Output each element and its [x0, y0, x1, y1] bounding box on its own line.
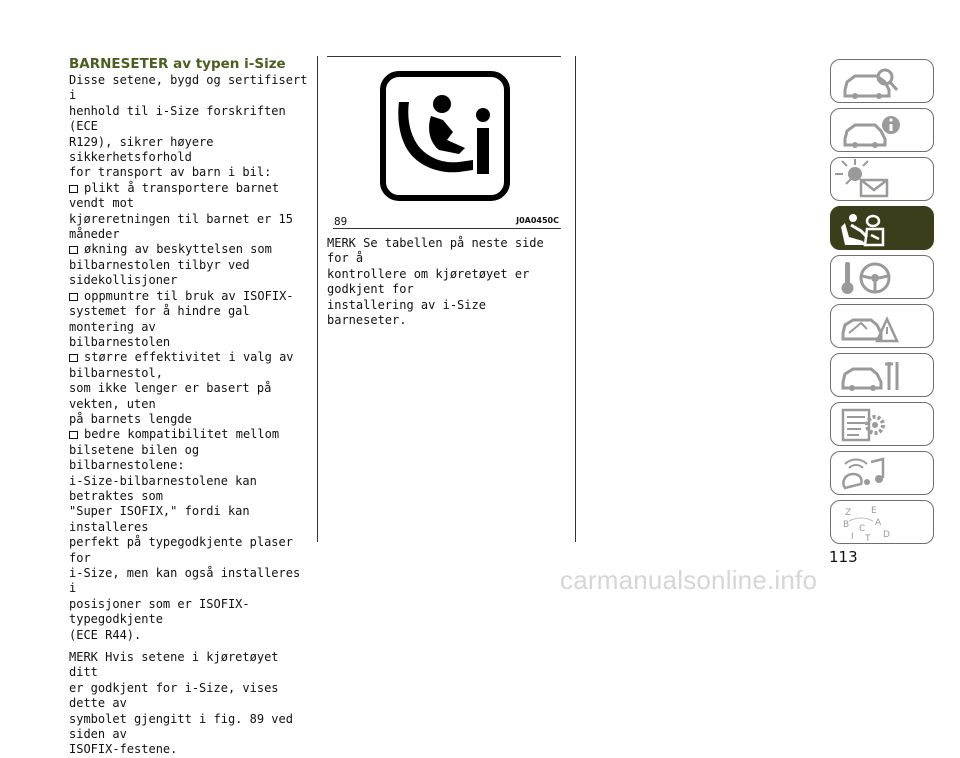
intro-line: R129), sikrer høyere sikkerhetsforhold: [69, 134, 214, 165]
index-letter: C: [859, 524, 866, 534]
tab-index[interactable]: [830, 500, 934, 544]
bullet-line: bilbarnestolen: [69, 334, 171, 349]
tab-warning-lights[interactable]: [830, 157, 934, 201]
index-letter: T: [865, 534, 871, 544]
note-line: installering av i-Size barneseter.: [327, 297, 486, 328]
page-number: 113: [829, 548, 858, 566]
bullet-line: systemet for å hindre gal montering av: [69, 304, 250, 334]
section-heading: BARNESETER av typen i-Size: [69, 56, 286, 72]
watermark: carmanualsonline.info: [560, 565, 818, 595]
paragraph-line: "Super ISOFIX," fordi kan installeres: [69, 504, 250, 534]
car-info-icon: [831, 109, 935, 153]
note-line: kontrollere om kjøretøyet er godkjent for: [327, 266, 530, 297]
tab-maintenance[interactable]: [830, 353, 934, 397]
note-line: er godkjent for i-Size, vises dette av: [69, 680, 279, 711]
note-line: symbolet gjengitt i fig. 89 ved siden av: [69, 711, 293, 742]
multimedia-icon: [831, 452, 935, 496]
tab-car-info[interactable]: [830, 108, 934, 152]
intro-line: henhold til i-Size forskriften (ECE: [69, 103, 286, 134]
checkbox-bullet-icon: [69, 185, 78, 193]
bullet-line: større effektivitet i valg av bilbarnestol,: [69, 350, 294, 380]
intro-paragraph: [69, 73, 309, 181]
after-bullets-paragraph: [69, 474, 309, 643]
index-letter: A: [875, 518, 882, 528]
column-divider: [317, 56, 318, 542]
key-steering-wheel-icon: [831, 256, 935, 300]
bullet-line: bedre kompatibilitet mellom: [84, 427, 280, 442]
note-line: MERK Se tabellen på neste side for å: [327, 236, 544, 266]
bullet-line: bilsetene bilen og bilbarnestolene:: [69, 442, 200, 473]
note-line: ISOFIX-festene.: [69, 742, 178, 757]
column-divider: [575, 56, 576, 542]
note-paragraph: [69, 650, 309, 758]
index-letter: D: [883, 530, 890, 540]
bullet-list: [69, 181, 309, 474]
intro-line: Disse setene, bygd og sertifisert i: [69, 73, 308, 103]
mid-note-paragraph: [327, 236, 561, 328]
checkbox-bullet-icon: [69, 293, 78, 301]
bullet-line: plikt å transportere barnet vendt mot: [69, 180, 280, 211]
paragraph-line: i-Size-bilbarnestolene kan betraktes som: [69, 473, 257, 503]
figure-code: J0A0450C: [516, 216, 559, 225]
bullet-line: bilbarnestolen tilbyr ved sidekollisjoner: [69, 257, 250, 288]
bullet-item: [69, 289, 309, 351]
checkbox-bullet-icon: [69, 354, 78, 362]
index-letter: E: [871, 506, 877, 516]
figure: [327, 56, 561, 231]
bullet-line: som ikke lenger er basert på vekten, uten: [69, 381, 272, 411]
bullet-line: økning av beskyttelsen som: [84, 242, 272, 257]
tab-multimedia[interactable]: [830, 451, 934, 495]
car-crash-warning-icon: [831, 305, 935, 349]
car-search-icon: [831, 60, 935, 104]
tab-technical-data[interactable]: [830, 402, 934, 446]
bullet-item: [69, 242, 309, 288]
bullet-item: [69, 427, 309, 473]
bullet-item: [69, 350, 309, 427]
note-line: MERK Hvis setene i kjøretøyet ditt: [69, 650, 279, 680]
tab-emergency[interactable]: [830, 304, 934, 348]
paragraph-line: (ECE R44).: [69, 627, 142, 642]
intro-line: for transport av barn i bil:: [69, 165, 272, 180]
paragraph-line: posisjoner som er ISOFIX-typegodkjente: [69, 596, 250, 627]
index-letter: Z: [845, 508, 852, 518]
index-letter: B: [843, 520, 850, 530]
paragraph-line: perfekt på typegodkjente plaser for: [69, 535, 293, 565]
figure-number: 89: [334, 215, 348, 228]
left-column: [69, 56, 309, 758]
i-size-child-seat-icon: [327, 56, 561, 216]
bullet-line: på barnets lengde: [69, 411, 192, 426]
warning-light-mail-icon: [831, 158, 935, 202]
alphabet-index-icon: [831, 501, 935, 545]
paragraph-line: i-Size, men kan også installeres i: [69, 566, 301, 596]
bullet-line: oppmuntre til bruk av ISOFIX-: [84, 288, 294, 303]
bullet-line: kjøreretningen til barnet er 15 måneder: [69, 211, 293, 242]
tab-start-drive[interactable]: [830, 255, 934, 299]
seat-airbag-icon: [831, 207, 935, 251]
checkbox-bullet-icon: [69, 431, 78, 439]
tab-car-search[interactable]: [830, 59, 934, 103]
checklist-gear-icon: [831, 403, 935, 447]
figure-bottom-rule: [333, 228, 561, 229]
checkbox-bullet-icon: [69, 246, 78, 254]
index-letter: I: [851, 532, 854, 542]
bullet-item: [69, 181, 309, 243]
car-tools-icon: [831, 354, 935, 398]
tab-safety[interactable]: [830, 206, 934, 250]
